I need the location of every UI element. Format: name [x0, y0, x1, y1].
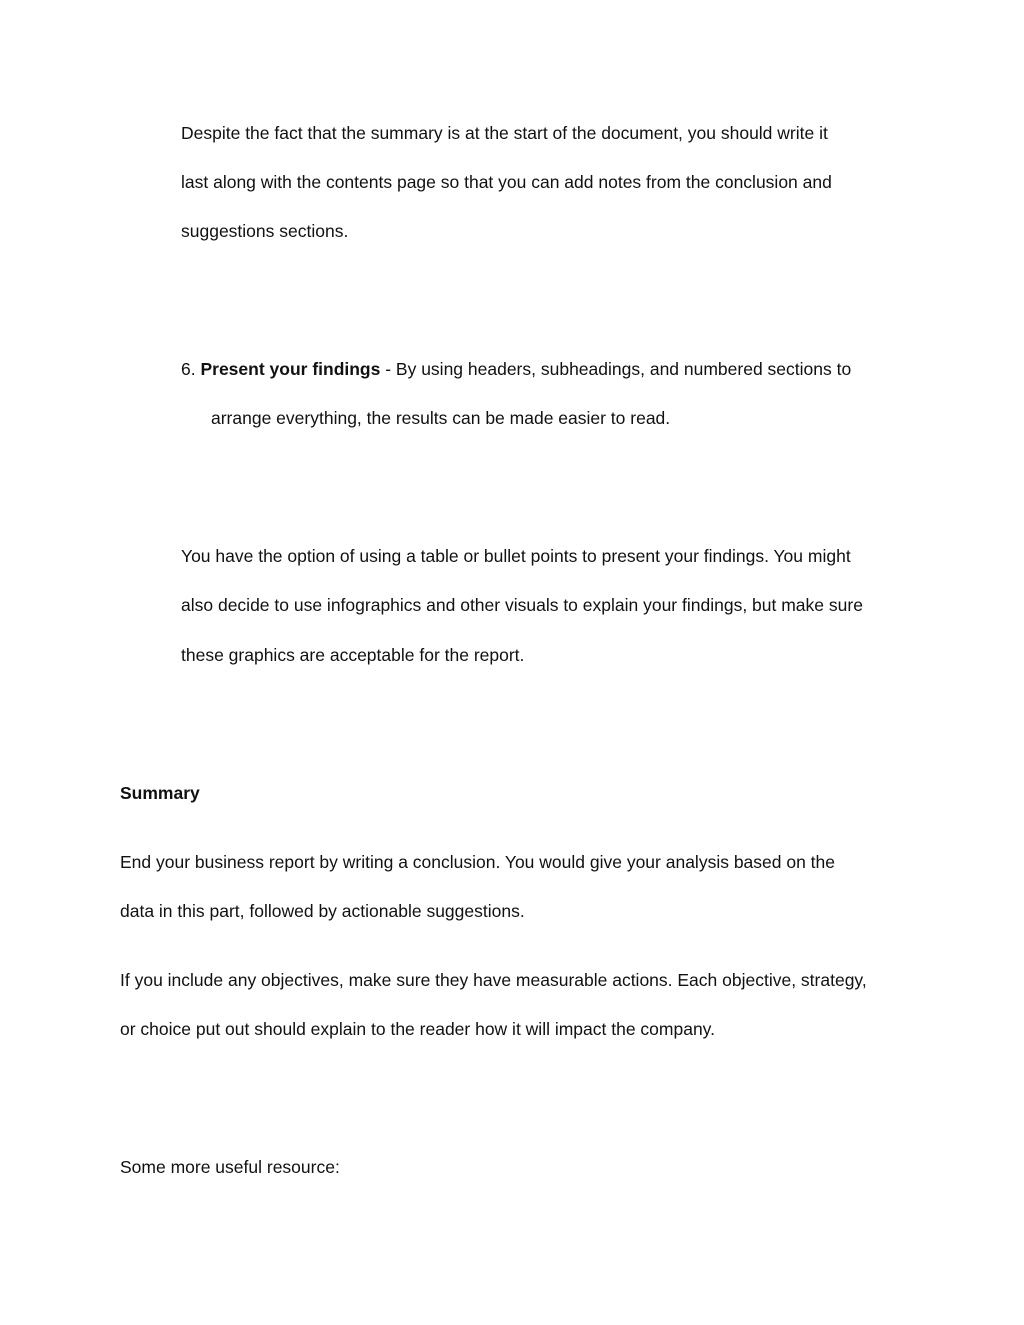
intro-line-3: suggestions sections.	[181, 221, 349, 241]
resources-label: Some more useful resource:	[120, 1157, 340, 1177]
summary-p2-line-2: or choice put out should explain to the reader how it will impact the company.	[120, 1019, 715, 1039]
step6-line-2: arrange everything, the results can be made easier to read.	[211, 408, 671, 428]
findings-line-3: these graphics are acceptable for the report.	[181, 645, 525, 665]
intro-line-2: last along with the contents page so that you can add notes from the conclusion and	[181, 172, 832, 192]
step6-title: Present your findings	[200, 359, 381, 379]
intro-line-1: Despite the fact that the summary is at the start of the document, you should write it	[181, 123, 828, 143]
findings-line-2: also decide to use infographics and other visuals to explain your findings, but make sure	[181, 595, 863, 615]
step6-line-1-text: - By using headers, subheadings, and numbered sections to	[380, 359, 852, 379]
findings-line-1: You have the option of using a table or bullet points to present your findings. You might	[181, 546, 851, 566]
step6-line-1	[181, 358, 851, 380]
summary-heading: Summary	[120, 783, 200, 803]
step6-number: 6.	[181, 359, 201, 379]
summary-p2-line-1: If you include any objectives, make sure they have measurable actions. Each objective, strategy,	[120, 970, 867, 990]
summary-p1-line-1: End your business report by writing a conclusion. You would give your analysis based on the	[120, 852, 836, 872]
summary-p1-line-2: data in this part, followed by actionable suggestions.	[120, 901, 525, 921]
